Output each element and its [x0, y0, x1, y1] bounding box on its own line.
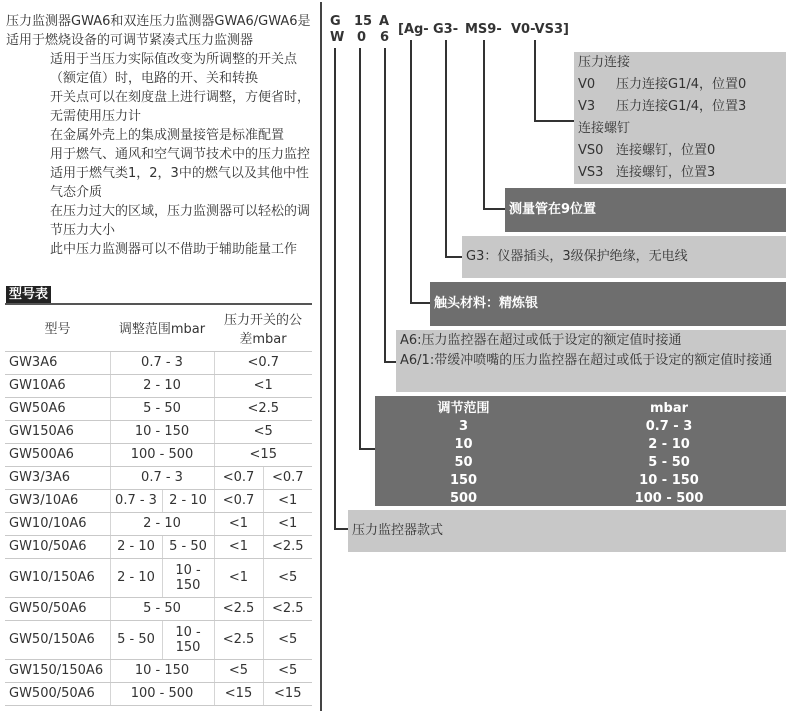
table-cell: <0.7: [263, 466, 312, 489]
table-cell: GW500A6: [5, 443, 110, 466]
table-cell: <2.5: [214, 597, 263, 620]
connector-line: [483, 40, 485, 209]
table-cell: <0.7: [214, 351, 312, 374]
pressure-connection-box: [574, 52, 786, 184]
connector-line: [384, 48, 386, 362]
table-cell: 0.7 - 3: [110, 466, 214, 489]
range-cell: 2 - 10: [648, 437, 690, 452]
option-code: V3: [578, 99, 596, 114]
table-cell: 5 - 50: [162, 535, 214, 558]
table-row: [5, 558, 312, 597]
table-cell: <2.5: [263, 535, 312, 558]
column-divider: [320, 2, 322, 711]
table-cell: <5: [214, 659, 263, 682]
table-row: [5, 597, 312, 620]
feature-list: [50, 50, 312, 259]
table-cell: 100 - 500: [110, 682, 214, 705]
range-cell: 0.7 - 3: [645, 419, 693, 434]
table-row: [5, 466, 312, 489]
table-cell: <1: [263, 489, 312, 512]
table-cell: <1: [214, 512, 263, 535]
range-row: [375, 490, 786, 508]
connector-line: [410, 40, 412, 303]
table-row: [5, 512, 312, 535]
table-row: [5, 420, 312, 443]
code-g3: G3-: [433, 22, 459, 37]
connector-line: [410, 302, 430, 304]
table-row: [5, 397, 312, 420]
table-cell: <15: [214, 682, 263, 705]
table-cell: <5: [214, 420, 312, 443]
table-cell: <1: [214, 535, 263, 558]
code-a: A: [379, 14, 390, 29]
table-cell: GW50/50A6: [5, 597, 110, 620]
range-row: [375, 472, 786, 490]
range-cell: 100 - 500: [634, 491, 704, 506]
connector-line: [445, 256, 462, 258]
a61-desc: A6/1:带缓冲喷嘴的压力监控器在超过或低于设定的额定值时接通: [400, 353, 773, 368]
ms9-box: 测量管在9位置: [505, 188, 786, 232]
table-row: [5, 682, 312, 705]
a6-desc: A6:压力监控器在超过或低于设定的额定值时接通: [400, 333, 682, 348]
table-cell: 100 - 500: [110, 443, 214, 466]
model-table-body: [5, 351, 312, 705]
header-tolerance: 压力开关的公差mbar: [214, 309, 312, 351]
connector-line: [445, 40, 447, 257]
table-cell: <15: [214, 443, 312, 466]
style-box: 压力监控器款式: [348, 510, 786, 552]
table-cell: GW50/150A6: [5, 620, 110, 659]
table-cell: <0.7: [214, 466, 263, 489]
model-table-title: 型号表: [6, 286, 51, 304]
connector-line: [359, 448, 375, 450]
connector-line: [384, 361, 396, 363]
table-cell: GW3A6: [5, 351, 110, 374]
range-cell: 10 - 150: [639, 473, 699, 488]
g3-box: G3：仪器插头，3级保护绝缘，无电线: [462, 236, 786, 278]
code-v0-vs3: V0-VS3]: [511, 22, 569, 37]
table-cell: <1: [214, 374, 312, 397]
feature-item: 用于燃气、通风和空气调节技术中的压力监控: [50, 147, 311, 162]
table-cell: <1: [214, 558, 263, 597]
model-table: [5, 309, 312, 706]
code-ms9: MS9-: [465, 22, 502, 37]
option-desc: 压力连接G1/4，位置3: [616, 99, 747, 114]
range-cell: 3: [459, 419, 469, 434]
table-cell: 2 - 10: [110, 512, 214, 535]
option-code: VS0: [578, 143, 604, 158]
option-desc: 连接螺钉，位置0: [616, 143, 716, 158]
table-cell: <5: [263, 558, 312, 597]
table-cell: 10 - 150: [110, 420, 214, 443]
table-cell: GW150A6: [5, 420, 110, 443]
range-cell: 10: [454, 437, 473, 452]
code-w: W: [330, 30, 345, 45]
table-cell: GW500/50A6: [5, 682, 110, 705]
table-cell: 10 - 150: [162, 558, 214, 597]
pressure-connection-title: 压力连接: [578, 55, 631, 70]
table-cell: 2 - 10: [110, 558, 162, 597]
option-desc: 压力连接G1/4，位置0: [616, 77, 747, 92]
table-cell: 5 - 50: [110, 397, 214, 420]
range-row: [375, 436, 786, 454]
code-0: 0: [357, 30, 367, 45]
table-row: [5, 443, 312, 466]
connector-line: [534, 120, 574, 122]
feature-item: 此中压力监测器可以不借助于辅助能量工作: [50, 242, 298, 257]
table-cell: 5 - 50: [110, 620, 162, 659]
table-row: [5, 659, 312, 682]
feature-item: 适用于当压力实际值改变为所调整的开关点（额定值）时，电路的开、关和转换: [50, 52, 298, 86]
table-cell: 0.7 - 3: [110, 489, 162, 512]
intro-text: 压力监测器GWA6和双连压力监测器GWA6/GWA6是适用于燃烧设备的可调节紧凑式压力监测器: [6, 14, 311, 48]
table-cell: GW3/10A6: [5, 489, 110, 512]
table-row: [5, 535, 312, 558]
feature-item: 在压力过大的区域，压力监测器可以轻松的调节压力大小: [50, 204, 311, 238]
range-row: [375, 454, 786, 472]
table-cell: 2 - 10: [110, 374, 214, 397]
option-desc: 连接螺钉，位置3: [616, 165, 716, 180]
range-table: [375, 400, 786, 508]
table-cell: GW150/150A6: [5, 659, 110, 682]
connector-line: [334, 48, 336, 529]
code-15: 15: [354, 14, 373, 29]
range-cell: 150: [449, 473, 478, 488]
connector-line: [334, 528, 348, 530]
table-row: [5, 351, 312, 374]
range-header: 调节范围: [437, 401, 490, 416]
table-cell: GW10A6: [5, 374, 110, 397]
table-cell: 2 - 10: [110, 535, 162, 558]
header-model: 型号: [5, 309, 110, 351]
range-cell: 5 - 50: [648, 455, 690, 470]
table-row: [5, 620, 312, 659]
table-cell: GW10/150A6: [5, 558, 110, 597]
table-row: [5, 489, 312, 512]
range-box: [375, 396, 786, 506]
table-cell: <1: [263, 512, 312, 535]
header-range: 调整范围mbar: [110, 309, 214, 351]
table-cell: 10 - 150: [110, 659, 214, 682]
range-row: [375, 418, 786, 436]
table-cell: <2.5: [214, 620, 263, 659]
a6-box: [396, 330, 786, 392]
section-divider: [5, 303, 312, 305]
table-cell: 0.7 - 3: [110, 351, 214, 374]
table-cell: <2.5: [214, 397, 312, 420]
feature-item: 在金属外壳上的集成测量接管是标准配置: [50, 128, 285, 143]
table-cell: 5 - 50: [110, 597, 214, 620]
table-row: [5, 374, 312, 397]
range-cell: 50: [454, 455, 473, 470]
connector-line: [534, 40, 536, 121]
ag-box: 触头材料：精炼银: [430, 282, 786, 326]
table-cell: 10 - 150: [162, 620, 214, 659]
screw-title: 连接螺钉: [578, 121, 631, 136]
feature-item: 开关点可以在刻度盘上进行调整，方便省时，无需使用压力计: [50, 90, 311, 124]
table-cell: GW3/3A6: [5, 466, 110, 489]
table-cell: <15: [263, 682, 312, 705]
table-cell: GW50A6: [5, 397, 110, 420]
table-cell: GW10/50A6: [5, 535, 110, 558]
code-ag: [Ag-: [398, 22, 429, 37]
code-g: G: [330, 14, 341, 29]
table-cell: <0.7: [214, 489, 263, 512]
range-table-body: [375, 418, 786, 508]
option-code: VS3: [578, 165, 604, 180]
option-code: V0: [578, 77, 596, 92]
connector-line: [483, 208, 505, 210]
range-cell: 500: [449, 491, 478, 506]
table-cell: GW10/10A6: [5, 512, 110, 535]
table-cell: <5: [263, 620, 312, 659]
table-cell: <2.5: [263, 597, 312, 620]
code-6: 6: [380, 30, 390, 45]
connector-line: [359, 48, 361, 449]
range-header: mbar: [650, 401, 689, 416]
feature-item: 适用于燃气类1，2，3中的燃气以及其他中性气态介质: [50, 166, 309, 200]
table-cell: 2 - 10: [162, 489, 214, 512]
table-cell: <5: [263, 659, 312, 682]
